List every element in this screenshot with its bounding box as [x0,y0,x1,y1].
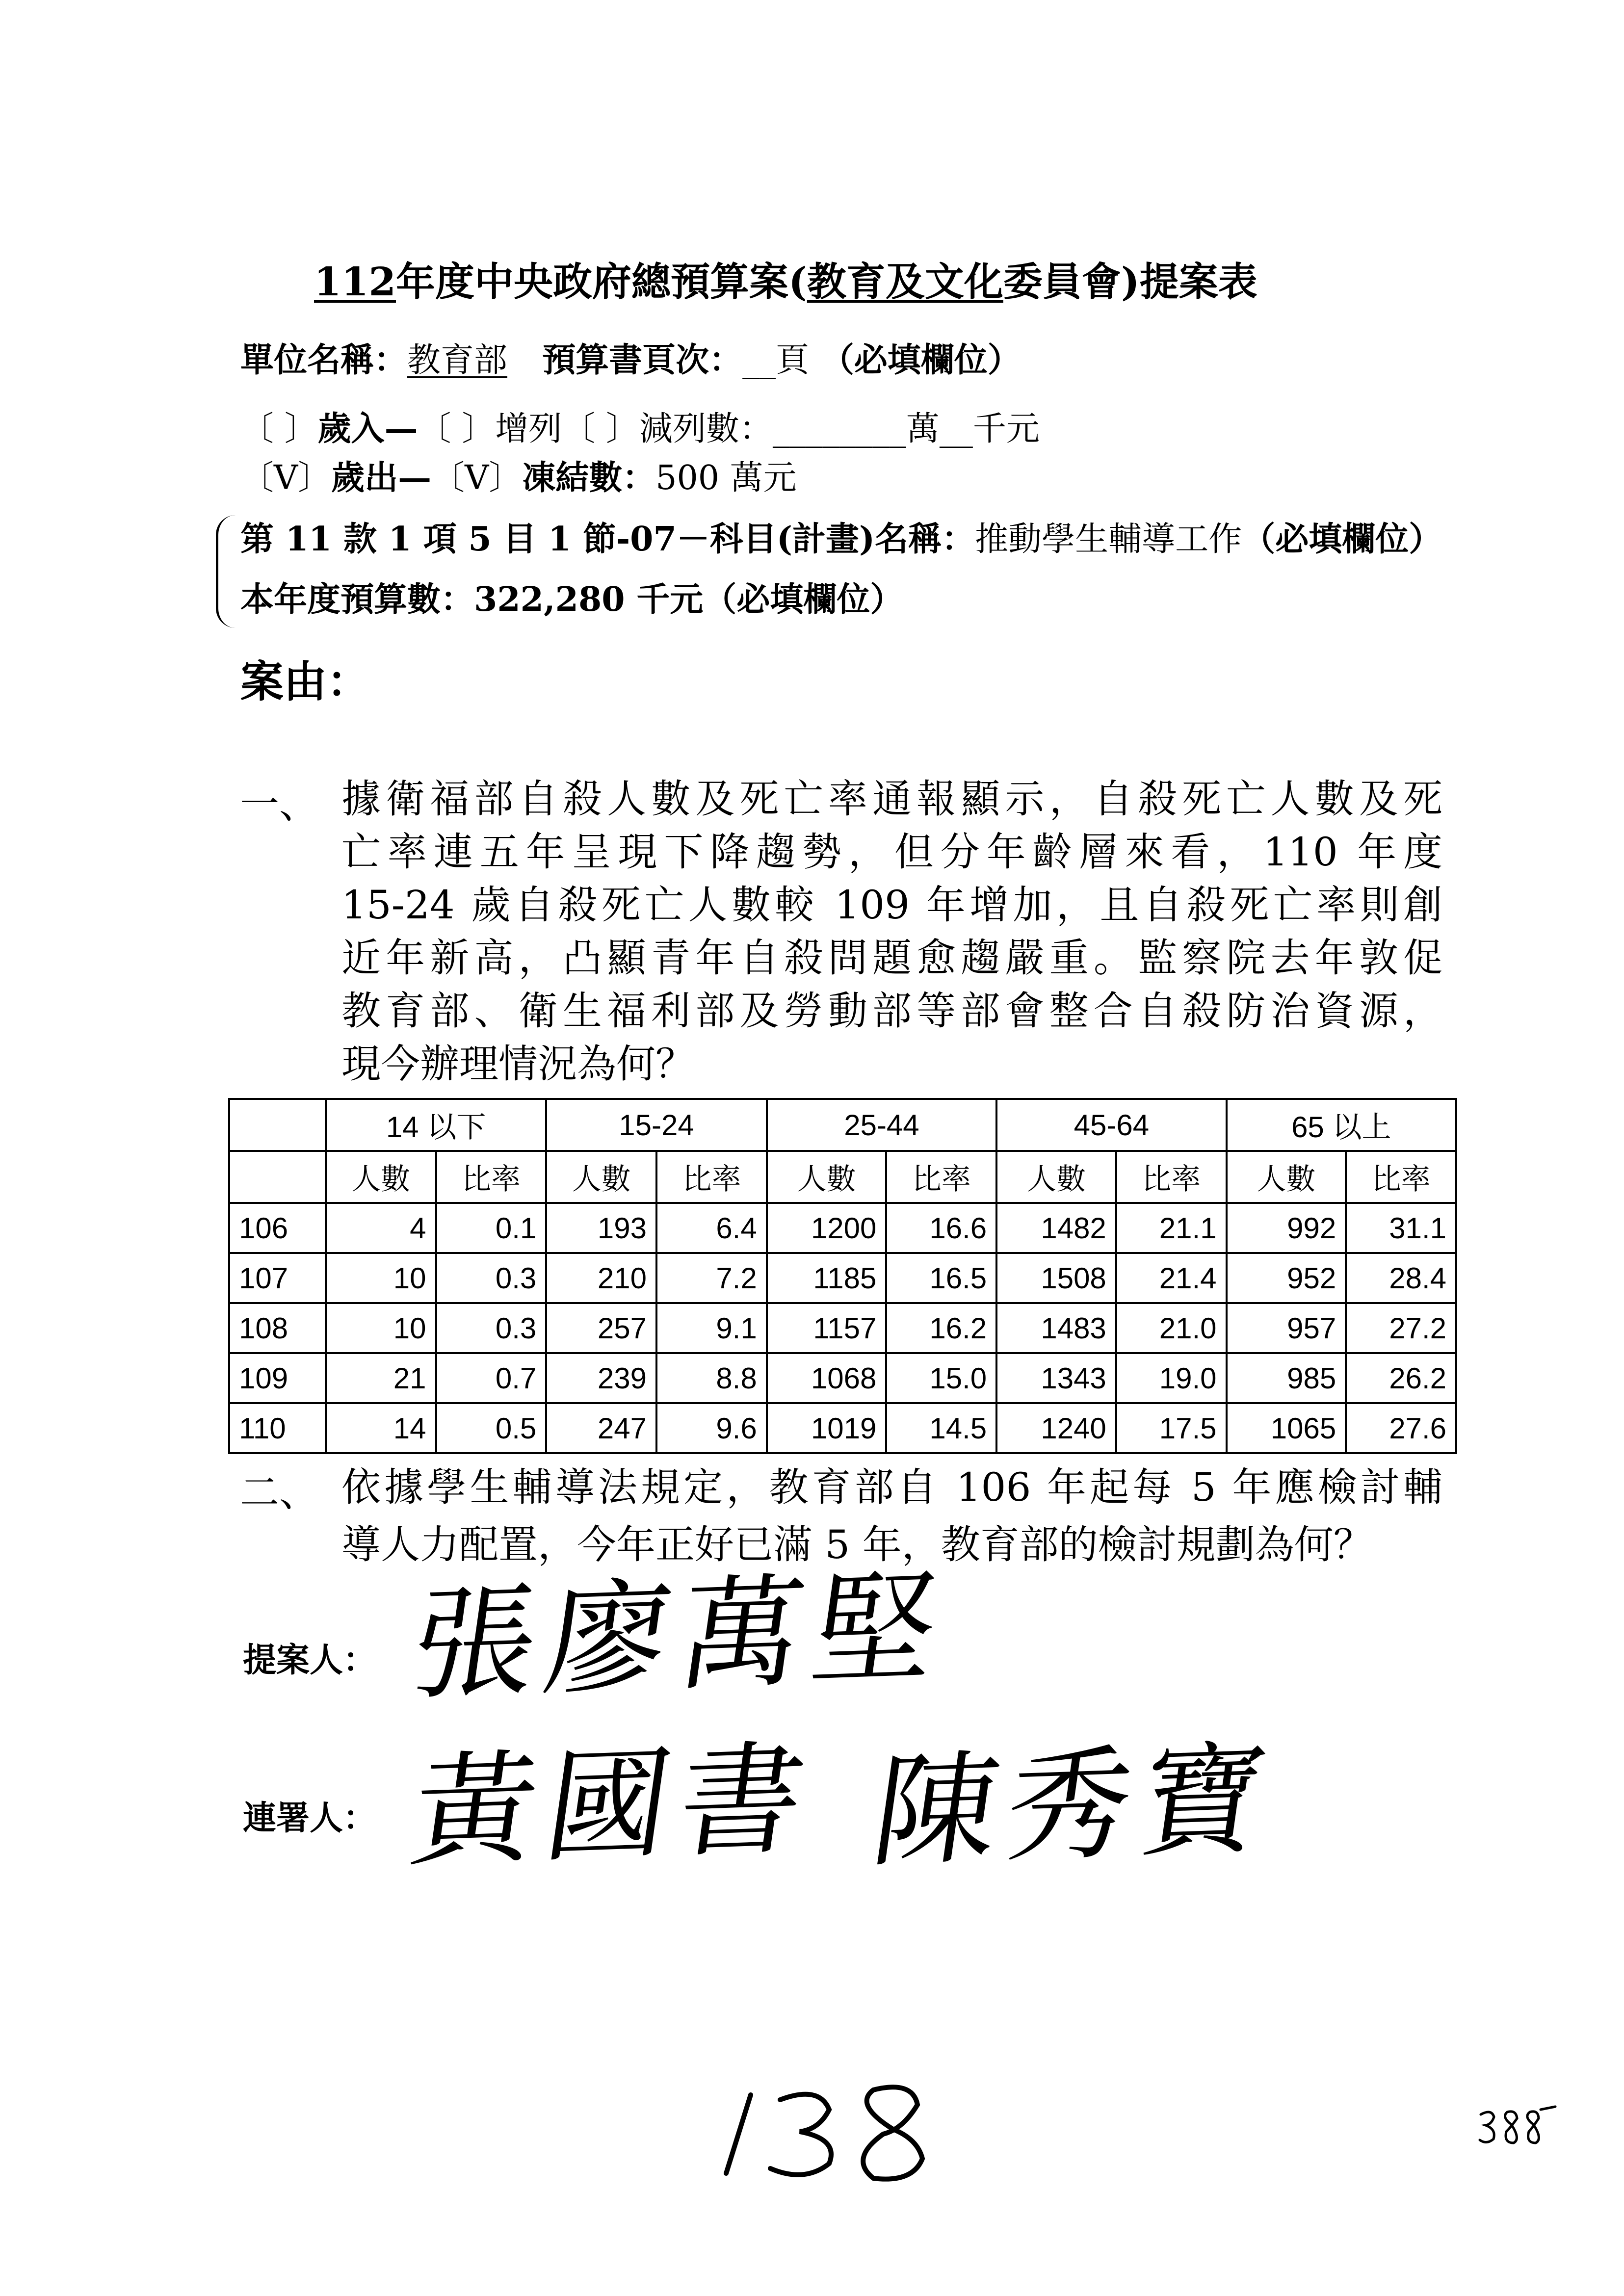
proposer-signature: 張廖萬堅 [403,1556,956,1717]
table-cell: 210 [546,1253,656,1303]
table-cell: 1508 [996,1253,1116,1303]
table-row [229,1353,1456,1403]
table-cell: 0.1 [436,1203,547,1253]
year-cell: 106 [229,1203,326,1253]
table-cell: 992 [1227,1203,1346,1253]
rate-header: 比率 [656,1151,767,1203]
header-row-groups [229,1099,1456,1151]
age-group-header: 45-64 [996,1099,1226,1151]
table-cell: 10 [326,1253,436,1303]
section2-text: 依據學生輔導法規定，教育部自 106 年起每 5 年應檢討輔 導人力配置，今年正好已滿 5 年，教育部的檢討規劃為何？ [341,1464,1442,1567]
corner-cell [229,1151,326,1203]
age-group-header: 14 以下 [326,1099,546,1151]
table-cell: 31.1 [1346,1203,1456,1253]
table-cell: 16.5 [886,1253,996,1303]
year-cell: 108 [229,1303,326,1353]
table-cell: 239 [546,1353,656,1403]
table-cell: 1482 [996,1203,1116,1253]
suicide-statistics-table [228,1098,1457,1454]
table-cell: 9.6 [656,1403,767,1453]
table-cell: 1483 [996,1303,1116,1353]
section1-number: 一、 [240,782,318,827]
age-group-header: 15-24 [546,1099,766,1151]
year-cell: 109 [229,1353,326,1403]
table-cell: 15.0 [886,1353,996,1403]
table-cell: 28.4 [1346,1253,1456,1303]
table-cell: 0.7 [436,1353,547,1403]
table-cell: 17.5 [1116,1403,1227,1453]
table-cell: 27.2 [1346,1303,1456,1353]
count-header: 人數 [326,1151,436,1203]
table-cell: 16.2 [886,1303,996,1353]
cosigner-signature-1: 黃國書 [403,1727,823,1884]
table-cell: 247 [546,1403,656,1453]
table-row [229,1303,1456,1353]
table-row [229,1253,1456,1303]
age-group-header: 25-44 [767,1099,996,1151]
proposer-label: 提案人： [243,1641,377,1680]
form-title: 112年度中央政府總預算案(教育及文化委員會)提案表 [314,259,1257,305]
table-cell: 193 [546,1203,656,1253]
table-cell: 21.1 [1116,1203,1227,1253]
table-cell: 26.2 [1346,1353,1456,1403]
table-cell: 1200 [767,1203,887,1253]
table-cell: 19.0 [1116,1353,1227,1403]
table-cell: 21.4 [1116,1253,1227,1303]
corner-number-handwritten [1477,2105,1560,2149]
table-cell: 1157 [767,1303,887,1353]
table-cell: 1343 [996,1353,1116,1403]
table-cell: 985 [1227,1353,1346,1403]
table-cell: 4 [326,1203,436,1253]
cosigner-signature-2: 陳秀寶 [864,1727,1284,1884]
budget-line: 本年度預算數：322,280 千元（必填欄位） [240,580,904,619]
bracket [216,515,238,628]
table-cell: 14 [326,1403,436,1453]
year-cell: 110 [229,1403,326,1453]
table-cell: 7.2 [656,1253,767,1303]
table-cell: 0.3 [436,1303,547,1353]
table-cell: 6.4 [656,1203,767,1253]
table-cell: 1019 [767,1403,887,1453]
rate-header: 比率 [436,1151,547,1203]
table-cell: 9.1 [656,1303,767,1353]
count-header: 人數 [996,1151,1116,1203]
table-cell: 0.3 [436,1253,547,1303]
table-cell: 952 [1227,1253,1346,1303]
section1-text: 據衛福部自殺人數及死亡率通報顯示，自殺死亡人數及死 亡率連五年呈現下降趨勢，但分年齡層來看，110 年度 15-24 歲自殺死亡人數較 109 年增加，且自殺死亡率則創 近年新高，凸顯青年自殺問題愈趨嚴重。監察院去年敦促 教育部、衛生福利部及勞動部等部會整合自殺防治資源， 現今辦理情況為何？ [341,776,1442,1087]
table-cell: 957 [1227,1303,1346,1353]
age-group-header: 65 以上 [1227,1099,1456,1151]
table-cell: 16.6 [886,1203,996,1253]
table-row [229,1203,1456,1253]
table-cell: 27.6 [1346,1403,1456,1453]
year-cell: 107 [229,1253,326,1303]
table-cell: 1065 [1227,1403,1346,1453]
table-cell: 21 [326,1353,436,1403]
section2-number: 二、 [240,1470,318,1515]
table-cell: 8.8 [656,1353,767,1403]
rate-header: 比率 [1116,1151,1227,1203]
table-cell: 1068 [767,1353,887,1403]
unit-line: 單位名稱：教育部 預算書頁次：__頁 （必填欄位） [240,340,1021,380]
count-header: 人數 [546,1151,656,1203]
table-cell: 1240 [996,1403,1116,1453]
reason-label: 案由： [240,656,370,707]
header-row-sub [229,1151,1456,1203]
table-row [229,1403,1456,1453]
income-line: 〔 〕歲入—〔 〕增列〔 〕減列數：________萬__千元 [240,409,1040,448]
item-line: 第 11 款 1 項 5 目 1 節-07－科目(計畫)名稱：推動學生輔導工作（必填欄位） [240,520,1442,559]
rate-header: 比率 [886,1151,996,1203]
expense-line: 〔V〕歲出—〔V〕凍結數：500 萬元 [240,458,797,497]
table-cell: 21.0 [1116,1303,1227,1353]
page-number-handwritten [707,2075,962,2188]
table-cell: 14.5 [886,1403,996,1453]
rate-header: 比率 [1346,1151,1456,1203]
corner-cell [229,1099,326,1151]
table-cell: 257 [546,1303,656,1353]
cosigner-label: 連署人： [243,1799,377,1838]
table-cell: 1185 [767,1253,887,1303]
count-header: 人數 [767,1151,887,1203]
table-cell: 0.5 [436,1403,547,1453]
table-cell: 10 [326,1303,436,1353]
count-header: 人數 [1227,1151,1346,1203]
